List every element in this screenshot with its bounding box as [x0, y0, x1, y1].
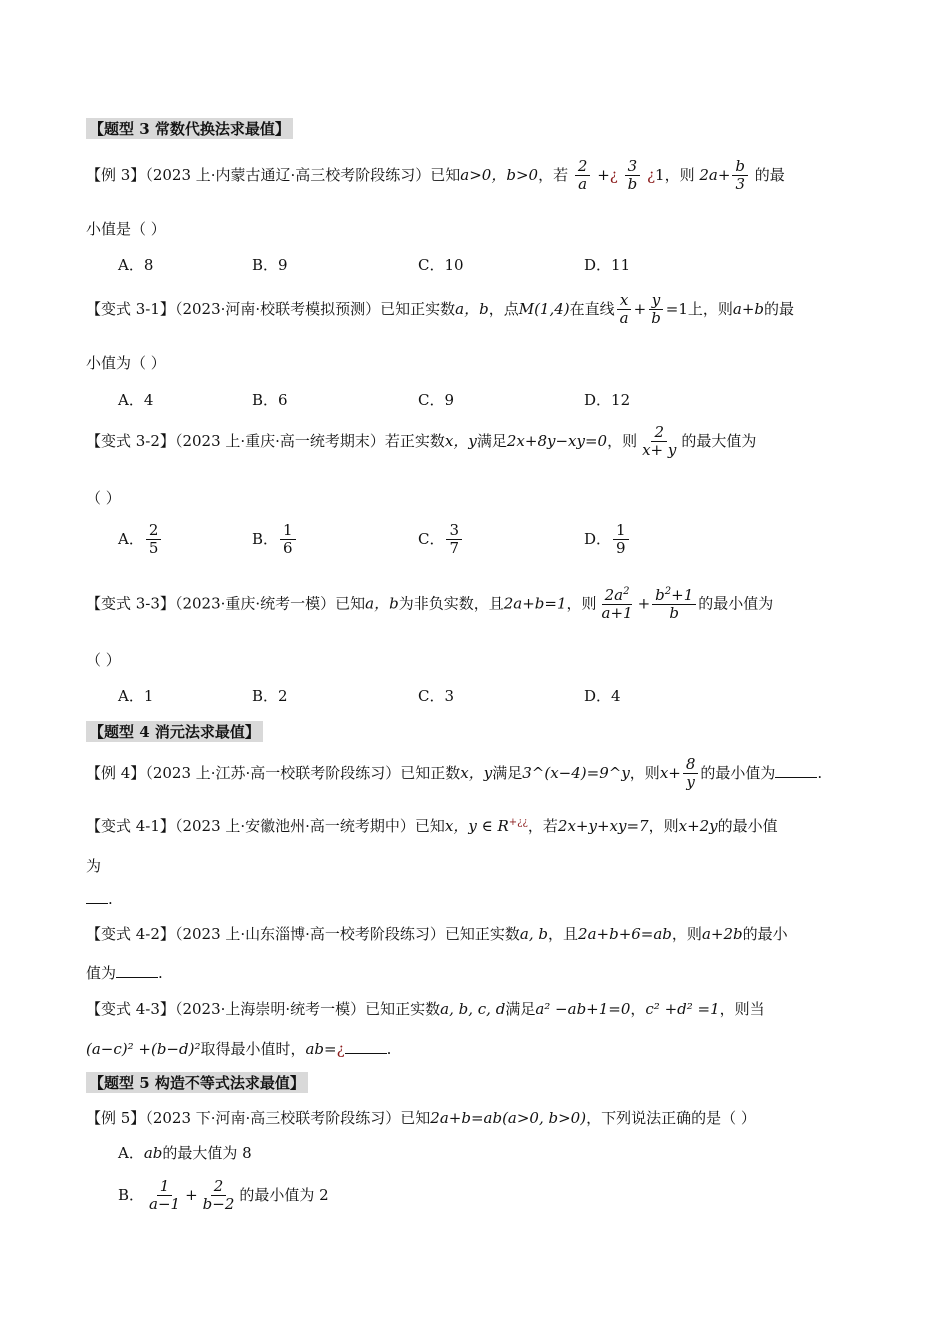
target-expr: a+b [732, 299, 765, 318]
problem-text-end: 的最小值 [717, 817, 778, 835]
example-label: 【例 3】 [86, 165, 146, 184]
option-c: C．9 [418, 391, 455, 409]
problem-text-end: 的最大值为 [681, 431, 757, 450]
problem-text: （2023 上·安徽池州·高一统考期中）已知 [174, 817, 445, 835]
answer-blank [116, 965, 158, 978]
answer-blank [86, 891, 108, 904]
fraction-3-over-b: $\frac{3}{b}$ [625, 158, 641, 194]
equation: a² −ab+1=0 [535, 1000, 631, 1018]
connector: 取得最小值时， [200, 1040, 306, 1058]
connector: 为非负实数，且 [398, 594, 504, 613]
render-artifact: ¿ [646, 165, 656, 184]
variant-4-1 [86, 815, 864, 836]
section-title: 【题型 4 消元法求最值】 [86, 721, 263, 742]
option-b: B． $\frac{1}{a-1}$ + $\frac{2}{b-2}$ 的最小值为 2 [118, 1177, 329, 1214]
set-expr: x，y ∈ R [444, 817, 509, 835]
connector: ，若 [538, 165, 569, 184]
problem-text-end: 的最小值为 [700, 763, 776, 782]
variant-3-3-cont: （ ） [86, 651, 121, 669]
problem-text-end: 的最 [754, 165, 785, 184]
problem-text-end: 的最小值为 [698, 594, 774, 613]
variant-3-2 [86, 424, 864, 460]
example-3-cont: 小值是（ ） [86, 220, 166, 238]
equation: 2a+b=ab(a>0, b>0) [430, 1109, 587, 1127]
fraction-2-over-a: $\frac{2}{a}$ [575, 158, 591, 194]
fraction-8-over-y: $\frac{8}{y}$ [683, 756, 699, 792]
variant-4-2-cont: 值为 . [86, 964, 163, 982]
fraction-1-over-a-1: $\frac{1}{a-1}$ [149, 1177, 181, 1214]
connector: ，则当 [719, 1000, 765, 1018]
answer-blank [775, 765, 817, 778]
period: . [108, 890, 113, 908]
problem-text: （2023·重庆·统考一模）已知 [174, 594, 366, 613]
option-c: C． $\frac{3}{7}$ [418, 522, 464, 558]
variant-label: 【变式 4-1】 [86, 817, 175, 835]
variant-label: 【变式 4-3】 [86, 1000, 175, 1018]
variant-4-3-cont [86, 1038, 864, 1059]
section-heading-4 [86, 721, 864, 742]
problem-text: （2023 上·江苏·高一校联考阶段练习）已知正数 [145, 763, 461, 782]
variant-3-2-cont: （ ） [86, 489, 121, 507]
option-b: B．6 [252, 391, 288, 409]
connector: 在直线 [569, 299, 615, 318]
connector: ，且 [548, 925, 579, 943]
variant-3-1: 【变式 3-1】（2023·河南·校联考模拟预测）已知正实数a，b，点M(1,4)在直线 $\frac{x}{a}$ + $\frac{y}{b}$ =1上，则a+b的最 [86, 291, 795, 328]
variant-4-2 [86, 923, 864, 944]
option-d: D． $\frac{1}{9}$ [584, 522, 631, 558]
fraction-2-over-xy: $\frac{2}{x+ y}$ [642, 423, 677, 460]
problem-text-end: ，下列说法正确的是（ ） [586, 1109, 756, 1127]
period: . [158, 964, 163, 982]
equation: 2x+8y−xy=0 [506, 431, 608, 450]
connector: ，则 [566, 594, 597, 613]
fraction-y-over-b: $\frac{y}{b}$ [648, 292, 664, 328]
target-expr: x+2y [678, 817, 718, 835]
variant-label: 【变式 4-2】 [86, 925, 175, 943]
variant-3-3: 【变式 3-3】（2023·重庆·统考一模）已知a，b为非负实数，且2a+b=1，则 $\frac{2a^2}{a+1}$ + $\frac{b^2+1}{b}$ 的最小值为 [86, 586, 774, 623]
expression: (a−c)² +(b−d)² [86, 1040, 201, 1058]
variant-label: 【变式 3-2】 [86, 431, 175, 450]
option-a: A．1 [118, 687, 154, 705]
connector: ，若 [527, 817, 558, 835]
fraction-b21-over-b: $\frac{b^2+1}{b}$ [652, 586, 696, 623]
render-artifact: ¿ [336, 1040, 345, 1058]
period: . [386, 1040, 392, 1058]
section-title: 【题型 5 构造不等式法求最值】 [86, 1072, 308, 1093]
example-label: 【例 5】 [86, 1109, 146, 1127]
option-b: B． $\frac{1}{6}$ [252, 522, 298, 558]
option-b: B．9 [252, 256, 288, 274]
example-5 [86, 1107, 864, 1128]
problem-text: （2023·河南·校联考模拟预测）已知正实数 [174, 299, 456, 318]
fraction-2-over-b-2: $\frac{2}{b-2}$ [202, 1177, 235, 1214]
connector: ，则 [671, 925, 702, 943]
variant-4-1-blank [86, 890, 864, 908]
variables: x，y [444, 431, 477, 450]
section-heading-3 [86, 118, 864, 139]
problem-text: （2023 上·内蒙古通辽·高三校考阶段练习）已知 [145, 165, 461, 184]
target-expr: ab= [305, 1040, 337, 1058]
example-label: 【例 4】 [86, 763, 146, 782]
connector: 满足 [505, 1000, 536, 1018]
section-title: 【题型 3 常数代换法求最值】 [86, 118, 293, 139]
problem-text: （2023 下·河南·高三校联考阶段练习）已知 [145, 1109, 431, 1127]
example-3: 【例 3】（2023 上·内蒙古通辽·高三校考阶段练习）已知a>0，b>0，若 $\frac{2}{a}$ +¿ $\frac{3}{b}$ ¿1，则 2a+ $\frac{b}{3}$ 的最 [86, 157, 785, 194]
problem-text: （2023·上海崇明·统考一模）已知正实数 [174, 1000, 441, 1018]
render-artifact: +¿¿ [508, 817, 528, 828]
connector: 满足 [476, 431, 507, 450]
problem-text-end: 的最 [764, 299, 795, 318]
problem-text: （2023 上·山东淄博·高一校考阶段练习）已知正实数 [174, 925, 520, 943]
answer-blank [345, 1041, 387, 1054]
option-c: C．10 [418, 256, 464, 274]
problem-text: （2023 上·重庆·高一统考期末）若正实数 [174, 431, 445, 450]
fraction-b-over-3: $\frac{b}{3}$ [732, 158, 748, 194]
fraction-2a2-over-a1: $\frac{2a^2}{a+1}$ [601, 586, 633, 623]
equation: 3^(x−4)=9^y [522, 763, 630, 782]
variant-label: 【变式 3-1】 [86, 299, 175, 318]
example-4: 【例 4】（2023 上·江苏·高一校联考阶段练习）已知正数x，y满足3^(x−4)=9^y，则x+ $\frac{8}{y}$ 的最小值为 . [86, 755, 823, 792]
equation: =1上，则 [665, 299, 733, 318]
variables: a, b [519, 925, 549, 943]
option-a: A． $\frac{2}{5}$ [118, 522, 163, 558]
variables: x，y [460, 763, 493, 782]
variant-4-1-cont: 为 [86, 857, 102, 875]
variant-3-1-cont: 小值为（ ） [86, 354, 166, 372]
connector: 满足 [492, 763, 523, 782]
equation: c² +d² =1 [645, 1000, 720, 1018]
point: M(1,4) [518, 299, 570, 318]
period: . [817, 763, 823, 782]
target-expr: a+2b [701, 925, 743, 943]
option-d: D．4 [584, 687, 621, 705]
problem-text-end: 的最小 [742, 925, 788, 943]
variables: a, b, c, d [440, 1000, 506, 1018]
connector: ，则 [607, 431, 638, 450]
option-a: A．8 [118, 256, 154, 274]
option-a: A．4 [118, 391, 154, 409]
variables: a，b [455, 299, 489, 318]
variant-label: 【变式 3-3】 [86, 594, 175, 613]
render-artifact: ¿ [609, 165, 618, 184]
equation: 2x+y+xy=7 [557, 817, 649, 835]
option-c: C．3 [418, 687, 455, 705]
option-d: D．12 [584, 391, 631, 409]
connector: ，则 [648, 817, 679, 835]
variant-4-3: 【变式 4-3】（2023·上海崇明·统考一模）已知正实数a, b, c, d满足a² −ab+1=0，c² +d² =1，则当 [86, 1000, 765, 1018]
connector: ，则 [629, 763, 660, 782]
connector: ，点 [488, 299, 519, 318]
option-b: B．2 [252, 687, 288, 705]
condition: a>0，b>0 [460, 165, 539, 184]
option-d: D．11 [584, 256, 631, 274]
fraction-x-over-a: $\frac{x}{a}$ [617, 292, 632, 328]
section-heading-5 [86, 1072, 864, 1093]
equation: 2a+b=1 [503, 594, 567, 613]
option-a: A．ab的最大值为 8 [118, 1144, 252, 1162]
variables: a，b [365, 594, 399, 613]
equation: 2a+b+6=ab [578, 925, 672, 943]
